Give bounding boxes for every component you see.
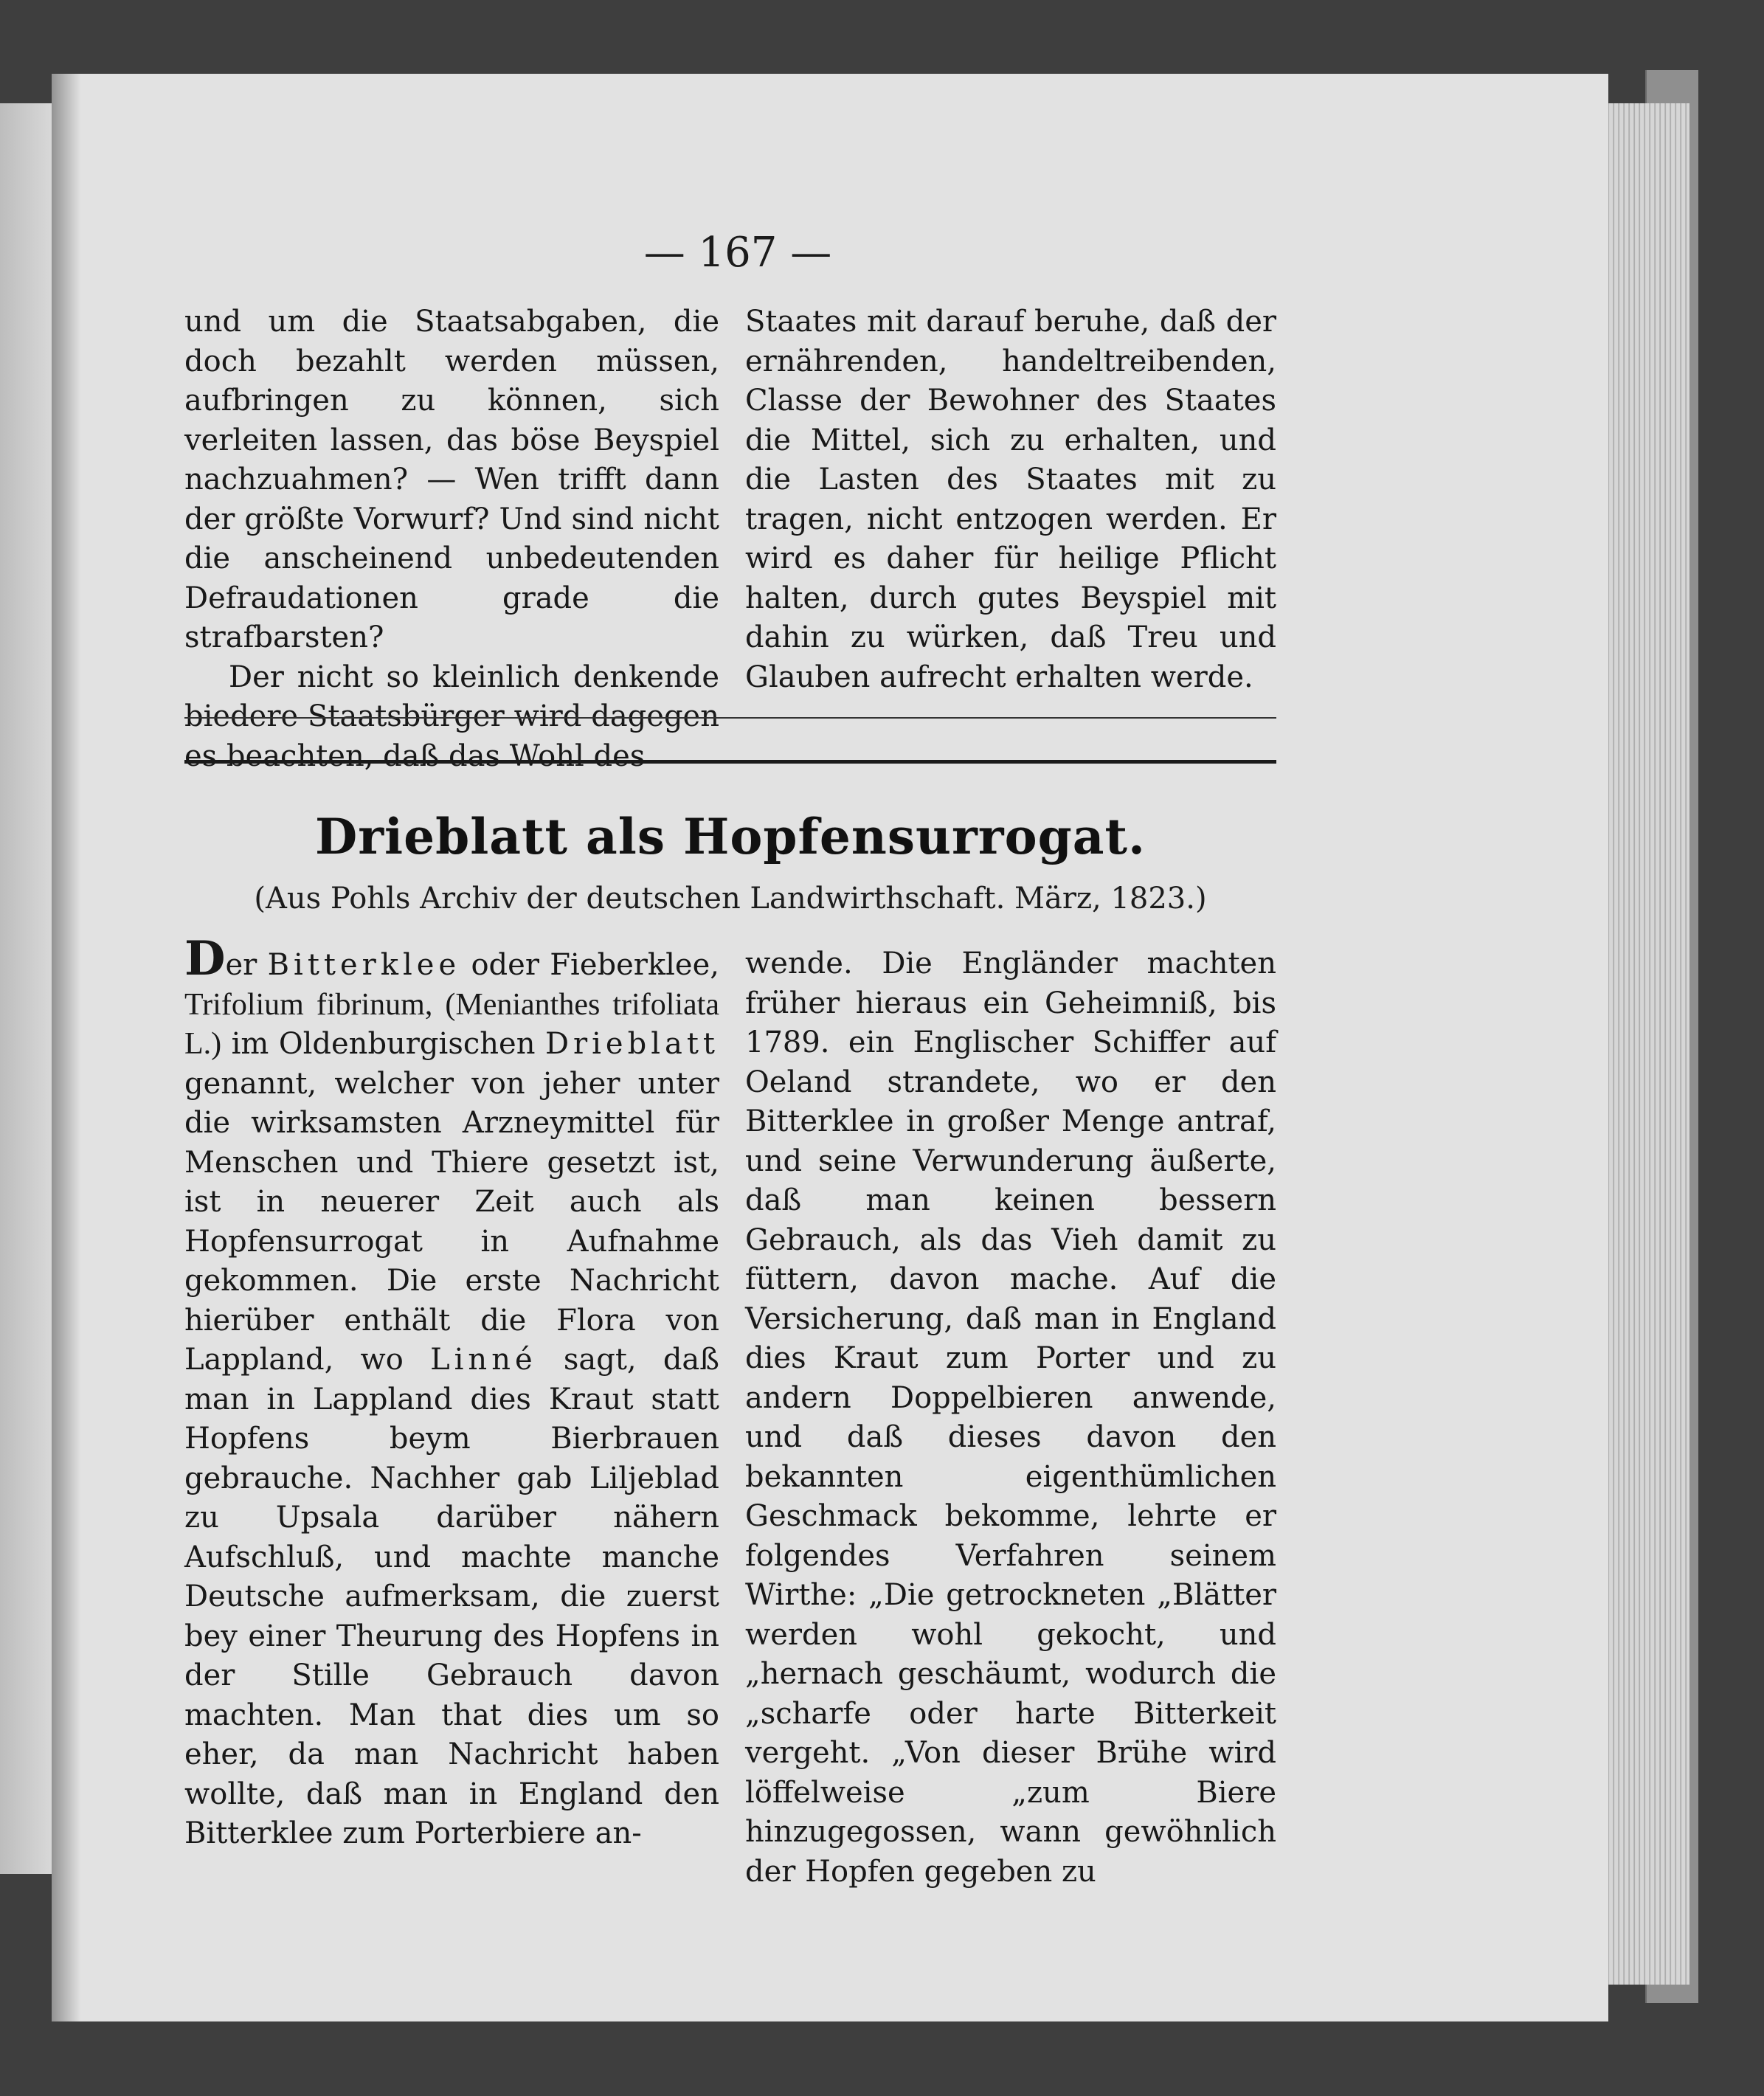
facing-page-edge — [0, 103, 54, 1874]
top-right-column — [745, 302, 1276, 697]
section-divider-rule — [184, 760, 1276, 764]
article-paragraph — [184, 931, 719, 1854]
article-right-column — [745, 944, 1276, 1892]
article-title: Drieblatt als Hopfensurrogat. — [315, 808, 1146, 865]
drop-cap: D — [184, 931, 226, 986]
spaced-term: Drieblatt — [544, 1027, 719, 1061]
paragraph: Der nicht so kleinlich denkende biedere Staatsbürger wird dagegen es beachten, daß das Wohl des — [184, 660, 719, 773]
column-end-divider — [184, 717, 1276, 719]
top-left-column — [184, 302, 719, 776]
article-source: (Aus Pohls Archiv der deutschen Landwirthschaft. März, 1823.) — [254, 882, 1207, 916]
page-gutter-shadow — [52, 74, 81, 2021]
page-number: — 167 — — [643, 229, 832, 277]
spaced-term: Linné — [430, 1343, 537, 1377]
paragraph: und um die Staatsabgaben, die doch bezahlt werden müssen, aufbringen zu können, sich verleiten lassen, das böse Beyspiel nachzuahmen? — Wen trifft dann der größte Vorwurf? Und sind nicht die anscheinend unbedeutenden Defraudationen grade die strafbarsten? — [184, 305, 719, 654]
text-run: er — [225, 948, 268, 982]
article-left-column — [184, 931, 719, 1854]
text-run: genannt, welcher von jeher unter die wirksamsten Arzneymittel für Menschen und Thiere gesetzt ist, ist in neuerer Zeit auch als Hopfensurrogat in Aufnahme gekommen. Die erste Nachricht hierüber enthält die Flora von Lappland, wo — [184, 1066, 719, 1377]
text-run: sagt, daß man in Lappland dies Kraut statt Hopfens beym Bierbrauen gebrauche. Nachher gab Liljeblad zu Upsala darüber nähern Aufschluß, und machte manche Deutsche aufmerksam, die zuerst bey einer Theurung des Hopfens in der Stille Gebrauch davon machten. Man that dies um so eher, da man Nachricht haben wollte, daß man in England den Bitterklee zum Porterbiere an- — [184, 1343, 719, 1850]
latin-name: Trifolium fibrinum, (Menianthes trifoliata L.) — [184, 987, 719, 1061]
text-run: oder Fieberklee, — [460, 948, 719, 982]
paragraph: Staates mit darauf beruhe, daß der ernährenden, handeltreibenden, Classe der Bewohner des Staates die Mittel, sich zu erhalten, und die Lasten des Staates mit zu tragen, nicht entzogen werden. Er wird es daher für heilige Pflicht halten, durch gutes Beyspiel mit dahin zu würken, daß Treu und Glauben aufrecht erhalten werde. — [745, 305, 1276, 694]
article-paragraph: wende. Die Engländer machten früher hieraus ein Geheimniß, bis 1789. ein Englischer Schiffer auf Oeland strandete, wo er den Bitterklee in großer Menge antraf, und seine Verwunderung äußerte, daß man keinen bessern Gebrauch, als das Vieh damit zu füttern, davon mache. Auf die Versicherung, daß man in England dies Kraut zum Porter und zu andern Doppelbieren anwende, und daß dieses davon den bekannten eigenthümlichen Geschmack bekomme, lehrte er folgendes Verfahren seinem Wirthe: „Die getrockneten „Blätter werden wohl gekocht, und „hernach geschäumt, wodurch die „scharfe oder harte Bitterkeit vergeht. „Von dieser Brühe wird löffelweise „zum Biere hinzugegossen, wann gewöhnlich der Hopfen gegeben zu — [745, 947, 1276, 1889]
spaced-term: Bitterklee — [267, 948, 461, 982]
text-run: im Oldenburgischen — [221, 1027, 545, 1061]
